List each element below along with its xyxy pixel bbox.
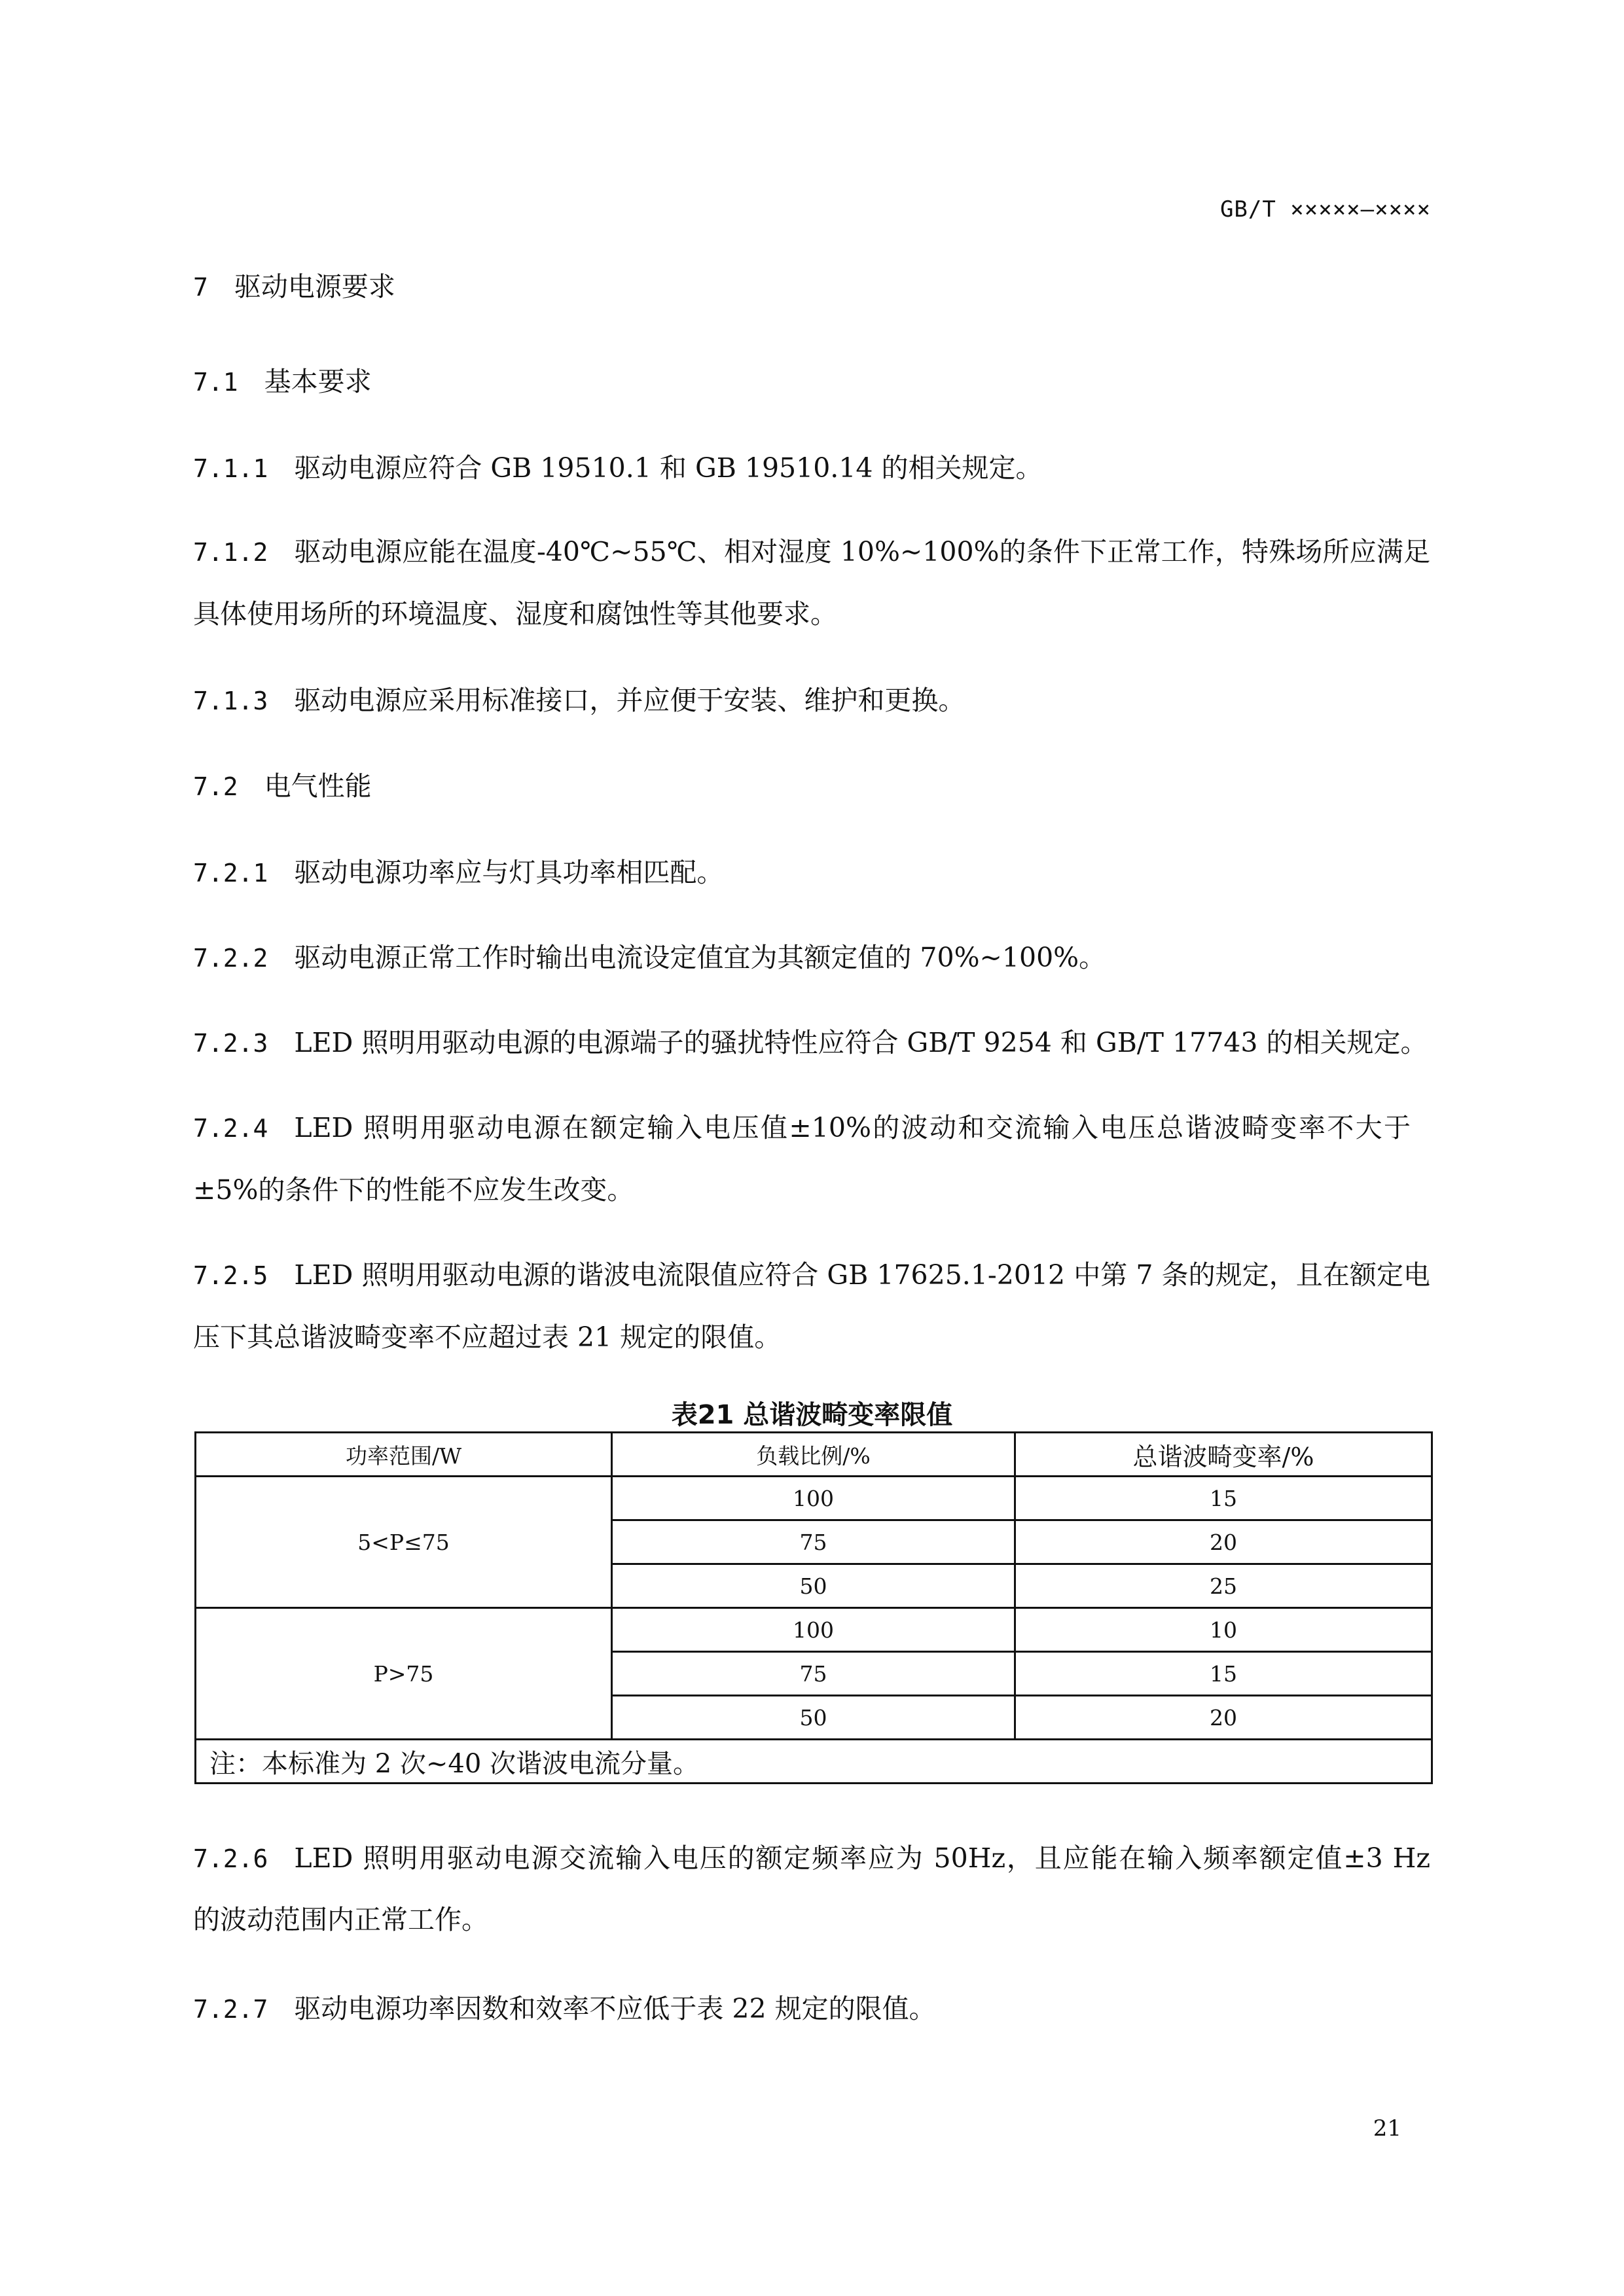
thd-cell: 20 bbox=[1015, 1696, 1432, 1740]
subsection-number: 7.2 bbox=[193, 772, 238, 801]
table-note-row bbox=[196, 1740, 1432, 1784]
clause-text: 驱动电源应符合 GB 19510.1 和 GB 19510.14 的相关规定。 bbox=[294, 452, 1043, 484]
clause-text: 驱动电源应能在温度-40℃~55℃、相对湿度 10%~100%的条件下正常工作，特殊场所应满足 bbox=[294, 536, 1430, 567]
clause-number: 7.2.5 bbox=[193, 1261, 268, 1290]
clause-7-2-6-line-1 bbox=[193, 1837, 1430, 1875]
clause-7-2-3 bbox=[193, 1021, 1430, 1060]
clause-7-2-1 bbox=[193, 851, 1430, 889]
table-row bbox=[196, 1477, 1432, 1520]
clause-text: 驱动电源正常工作时输出电流设定值宜为其额定值的 70%~100%。 bbox=[294, 942, 1106, 973]
header-thd: 总谐波畸变率/% bbox=[1015, 1433, 1432, 1477]
power-range-cell: 5<P≤75 bbox=[196, 1477, 612, 1608]
clause-number: 7.1.2 bbox=[193, 538, 268, 567]
load-ratio-cell: 50 bbox=[612, 1564, 1015, 1608]
load-ratio-cell: 100 bbox=[612, 1477, 1015, 1520]
table-row bbox=[196, 1608, 1432, 1652]
subsection-number: 7.1 bbox=[193, 368, 238, 397]
thd-cell: 10 bbox=[1015, 1608, 1432, 1652]
clause-number: 7.1.3 bbox=[193, 687, 268, 715]
clause-text: LED 照明用驱动电源交流输入电压的额定频率应为 50Hz，且应能在输入频率额定值±3 Hz bbox=[294, 1842, 1430, 1874]
clause-7-1-1 bbox=[193, 446, 1430, 485]
thd-cell: 15 bbox=[1015, 1477, 1432, 1520]
load-ratio-cell: 100 bbox=[612, 1608, 1015, 1652]
thd-cell: 25 bbox=[1015, 1564, 1432, 1608]
clause-number: 7.2.1 bbox=[193, 859, 268, 888]
thd-cell: 15 bbox=[1015, 1652, 1432, 1696]
clause-text: 驱动电源应采用标准接口，并应便于安装、维护和更换。 bbox=[294, 685, 965, 716]
power-range-cell: P>75 bbox=[196, 1608, 612, 1740]
clause-7-1-3 bbox=[193, 679, 1430, 717]
table-header-row bbox=[196, 1433, 1432, 1477]
header-load-ratio: 负载比例/% bbox=[612, 1433, 1015, 1477]
clause-7-2-4-line-1 bbox=[193, 1106, 1411, 1145]
section-7-heading bbox=[193, 265, 1430, 304]
standard-code-header: GB/T ×××××—×××× bbox=[1219, 196, 1431, 223]
clause-number: 7.2.4 bbox=[193, 1114, 268, 1143]
clause-7-2-5-line-2: 压下其总谐波畸变率不应超过表 21 规定的限值。 bbox=[193, 1321, 782, 1353]
clause-7-2-2 bbox=[193, 936, 1430, 975]
clause-7-1-2-line-2: 具体使用场所的环境温度、湿度和腐蚀性等其他要求。 bbox=[193, 598, 837, 630]
section-number: 7 bbox=[193, 273, 208, 302]
header-power-range: 功率范围/W bbox=[196, 1433, 612, 1477]
table-21 bbox=[194, 1431, 1433, 1784]
clause-number: 7.2.6 bbox=[193, 1844, 268, 1873]
subsection-title: 基本要求 bbox=[264, 366, 372, 397]
clause-text: LED 照明用驱动电源的电源端子的骚扰特性应符合 GB/T 9254 和 GB/T 17743 的相关规定。 bbox=[294, 1027, 1428, 1058]
load-ratio-cell: 75 bbox=[612, 1652, 1015, 1696]
clause-text: 驱动电源功率因数和效率不应低于表 22 规定的限值。 bbox=[294, 1993, 936, 2024]
clause-7-2-5-line-1 bbox=[193, 1253, 1430, 1292]
page-number: 21 bbox=[1373, 2115, 1401, 2142]
clause-number: 7.2.3 bbox=[193, 1029, 268, 1058]
clause-7-2-6-line-2: 的波动范围内正常工作。 bbox=[193, 1904, 488, 1935]
clause-number: 7.1.1 bbox=[193, 454, 268, 483]
clause-number: 7.2.7 bbox=[193, 1995, 268, 2024]
subsection-7-1-heading bbox=[193, 360, 1430, 399]
load-ratio-cell: 50 bbox=[612, 1696, 1015, 1740]
clause-7-2-4-line-2: ±5%的条件下的性能不应发生改变。 bbox=[193, 1174, 634, 1206]
clause-number: 7.2.2 bbox=[193, 944, 268, 973]
section-title: 驱动电源要求 bbox=[234, 271, 395, 302]
clause-7-2-7 bbox=[193, 1987, 1430, 2026]
load-ratio-cell: 75 bbox=[612, 1520, 1015, 1564]
clause-text: 驱动电源功率应与灯具功率相匹配。 bbox=[294, 857, 724, 888]
subsection-title: 电气性能 bbox=[264, 770, 372, 802]
table-note: 注：本标准为 2 次~40 次谐波电流分量。 bbox=[196, 1740, 1432, 1784]
clause-text: LED 照明用驱动电源的谐波电流限值应符合 GB 17625.1-2012 中第 7 条的规定，且在额定电 bbox=[294, 1259, 1430, 1291]
table-21-caption: 表21 总谐波畸变率限值 bbox=[671, 1400, 953, 1430]
clause-7-1-2-line-1 bbox=[193, 530, 1430, 569]
subsection-7-2-heading bbox=[193, 764, 1430, 803]
clause-text: LED 照明用驱动电源在额定输入电压值±10%的波动和交流输入电压总谐波畸变率不大于 bbox=[294, 1112, 1411, 1143]
thd-cell: 20 bbox=[1015, 1520, 1432, 1564]
